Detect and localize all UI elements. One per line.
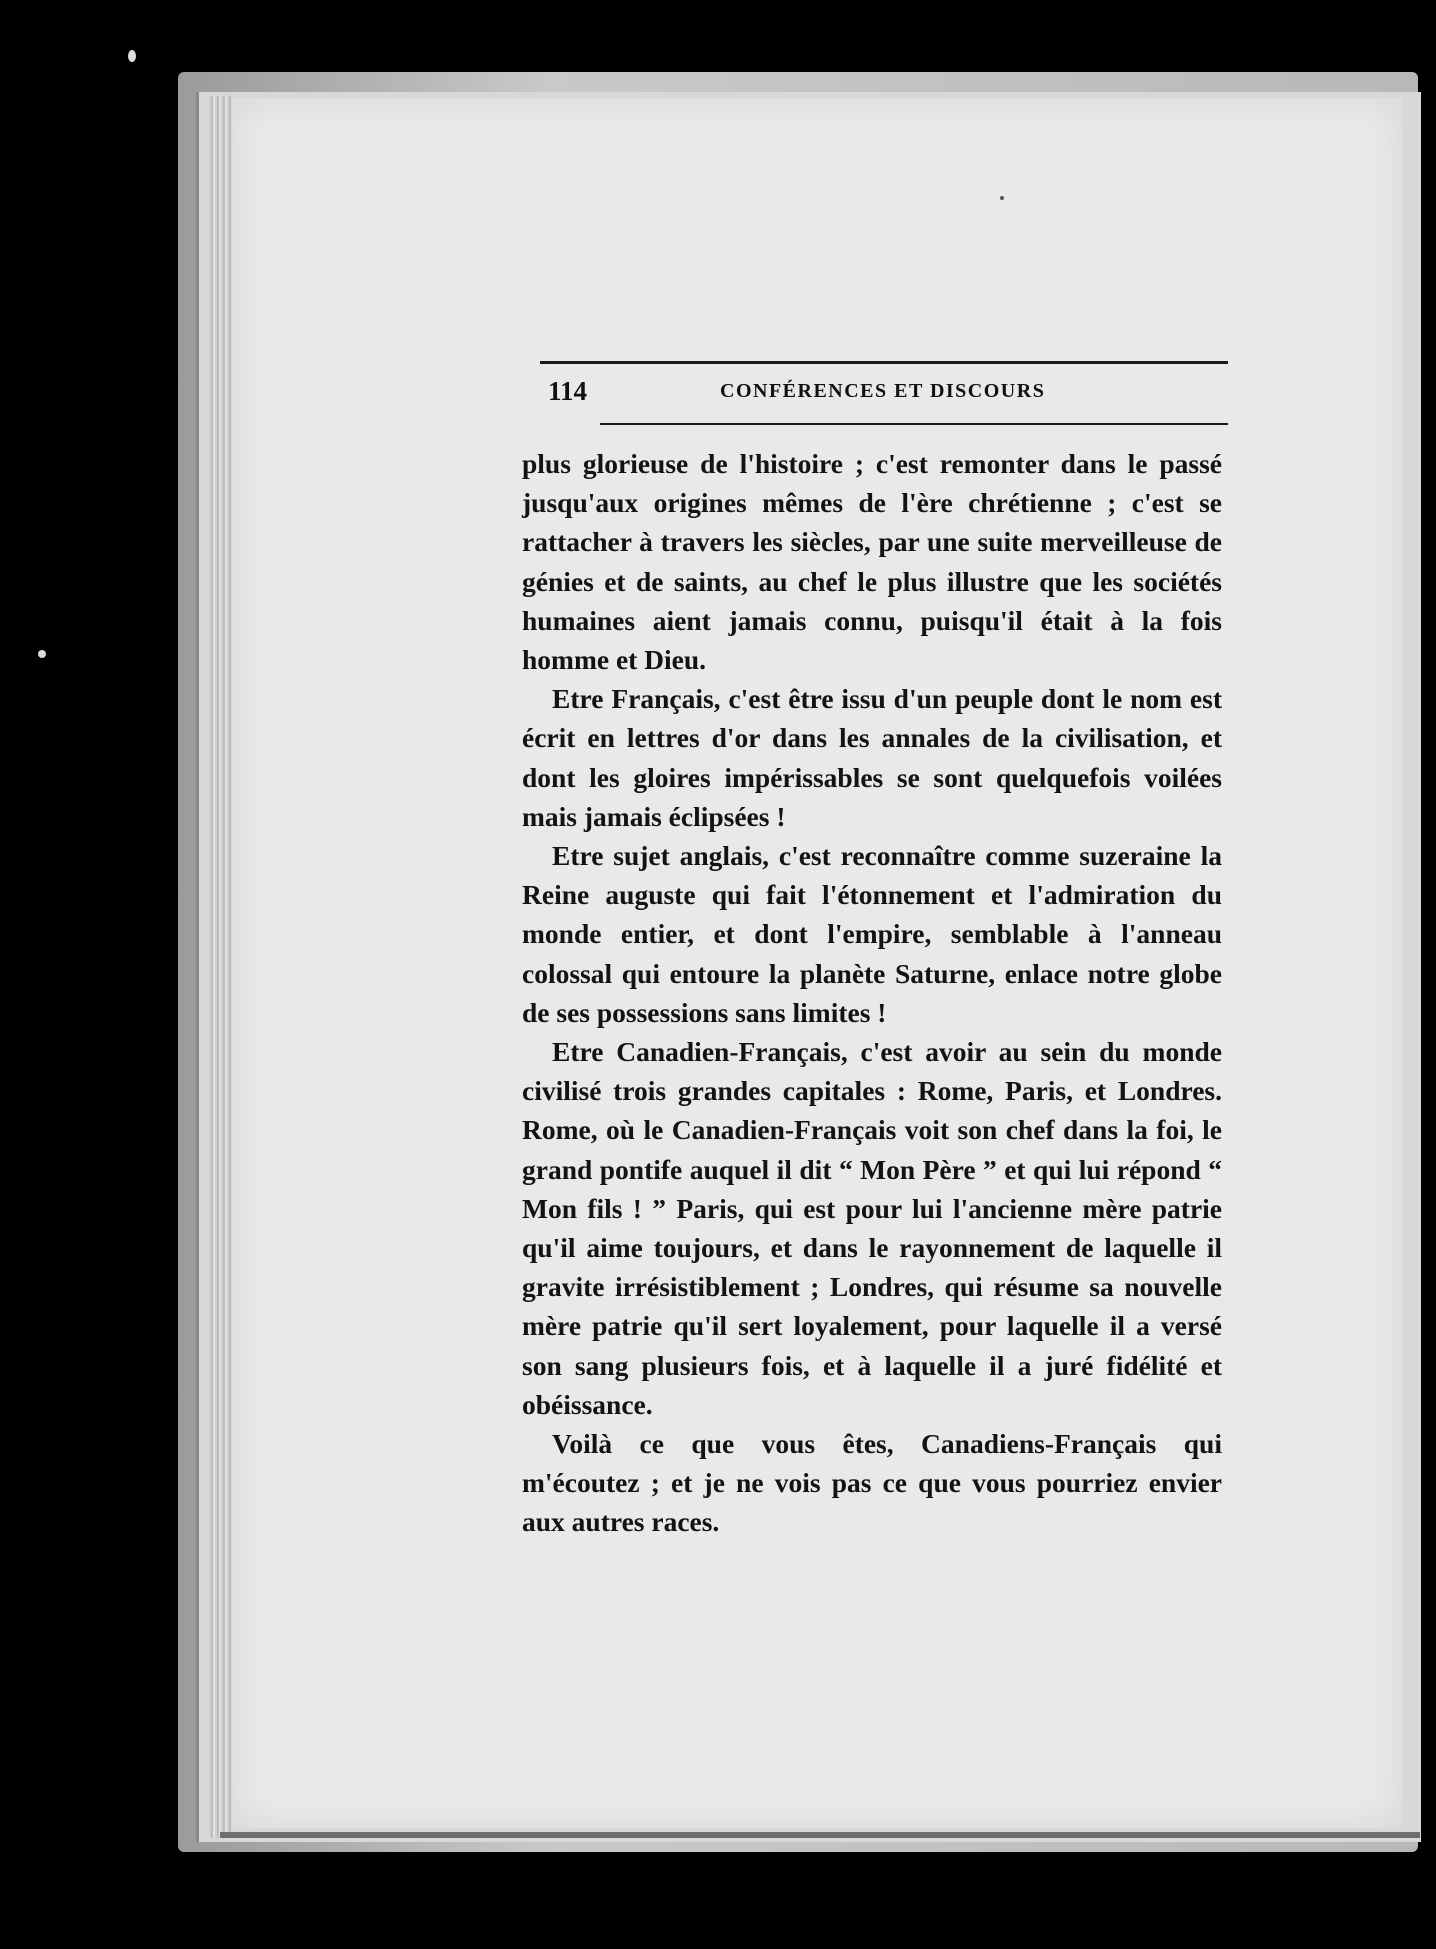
page-header <box>548 372 1228 416</box>
paragraph: Etre Canadien-Français, c'est avoir au sein du monde civilisé trois grandes capitales : Rome, Paris, et Londres. Rome, où le Canadien-Français voit son chef dans la foi, le grand pontife auquel il dit “ Mon Père ” et qui lui répond “ Mon fils ! ” Paris, qui est pour lui l'ancienne mère patrie qu'il aime toujours, et dans le rayonnement de laquelle il gravite irrésistiblement ; Londres, qui résume sa nouvelle mère patrie qu'il sert loyalement, pour laquelle il a versé son sang plusieurs fois, et à laquelle il a juré fidélité et obéissance. <box>522 1036 1222 1420</box>
paragraph: Etre Français, c'est être issu d'un peuple dont le nom est écrit en lettres d'or dans les annales de la civilisation, et dont les gloires impérissables se sont quelquefois voilées mais jamais éclipsées ! <box>522 683 1222 832</box>
paragraph: Voilà ce que vous êtes, Canadiens-Français qui m'écoutez ; et je ne vois pas ce que vous pourriez envier aux autres races. <box>522 1428 1222 1538</box>
page-number: 114 <box>548 376 588 406</box>
page-bottom-edge <box>220 1832 1420 1838</box>
header-rule-top <box>540 361 1228 364</box>
header-rule-bottom <box>600 423 1228 425</box>
dust-speck <box>38 650 46 658</box>
dust-speck <box>128 50 136 62</box>
body-text <box>522 444 1222 1542</box>
dust-speck <box>1000 196 1004 200</box>
paragraph: plus glorieuse de l'histoire ; c'est remonter dans le passé jusqu'aux origines mêmes de l'ère chrétienne ; c'est se rattacher à travers les siècles, par une suite merveilleuse de génies et de saints, au chef le plus illustre que les sociétés humaines aient jamais connu, puisqu'il était à la fois homme et Dieu. <box>522 448 1222 676</box>
paragraph: Etre sujet anglais, c'est reconnaître comme suzeraine la Reine auguste qui fait l'étonnement et l'admiration du monde entier, et dont l'empire, semblable à l'anneau colossal qui entoure la planète Saturne, enlace notre globe de ses possessions sans limites ! <box>522 840 1222 1028</box>
running-title: CONFÉRENCES ET DISCOURS <box>720 380 1046 402</box>
